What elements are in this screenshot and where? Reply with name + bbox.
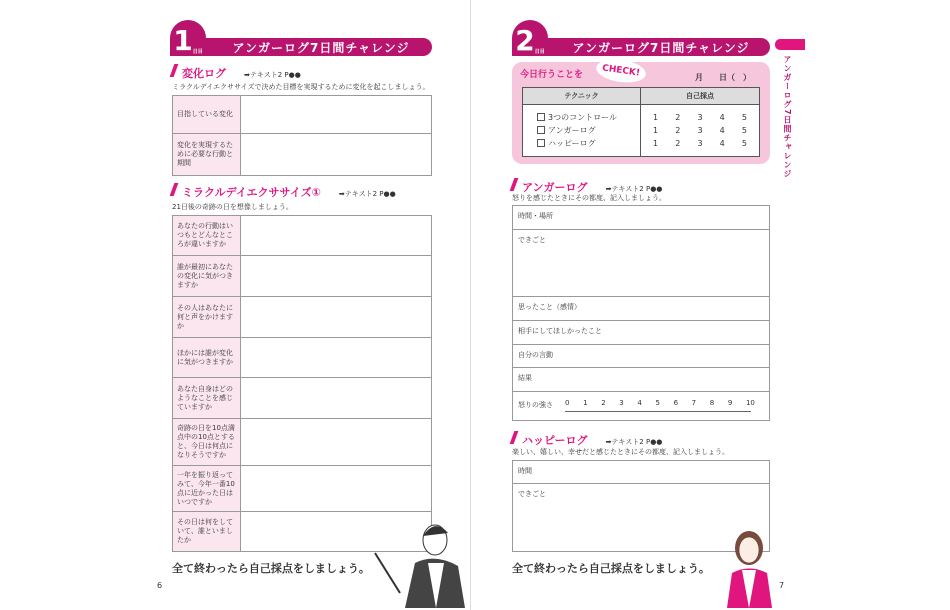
score-option[interactable]: 1 [653,139,659,148]
score-option[interactable]: 3 [697,126,703,135]
row-label: ほかには誰が変化に気がつきますか [173,338,241,378]
check-item[interactable] [537,137,640,150]
scale-tick-label[interactable]: 1 [583,399,588,407]
section-title: 変化ログ [182,67,226,80]
check-item[interactable] [537,124,640,137]
field-row[interactable]: 相手にしてほしかったこと [513,321,770,345]
day-unit: 日目 [192,49,203,55]
column-header: テクニック [523,88,641,105]
section-description: 楽しい、嬉しい、幸せだと感じたときにその都度、記入しましょう。 [512,448,729,456]
row-label: 奇跡の日を10点満点中の10点とすると、今日は何点になりそうですか [173,419,241,466]
page-header [170,38,432,56]
score-option[interactable]: 3 [697,139,703,148]
day-number: 2 [515,24,535,57]
section-title-happy-log [512,431,662,449]
scale-tick-label[interactable]: 0 [565,399,570,407]
change-log-table [172,95,432,176]
input-cell[interactable] [241,96,432,134]
scale-tick-label[interactable]: 9 [727,399,733,407]
scale-tick-label[interactable]: 7 [691,399,697,407]
score-option[interactable]: 2 [675,126,681,135]
page-gutter [470,0,471,610]
score-option[interactable]: 1 [653,126,659,135]
day-number: 1 [173,24,193,57]
header-title: アンガーログ7日間チャレンジ [572,40,750,55]
woman-illustration [722,528,777,608]
field-row[interactable]: 自分の言動 [513,345,770,368]
scale-tick-label[interactable]: 10 [745,399,755,407]
field-row[interactable]: 思ったこと（感情） [513,297,770,321]
field-row[interactable]: できごと [513,484,770,552]
check-table [522,87,760,157]
anger-log-table [512,205,770,421]
text-reference: ➡テキスト2 P●● [338,190,396,198]
score-option[interactable]: 5 [741,126,747,135]
pen-icon [510,178,519,191]
field-row[interactable]: 時間・場所 [513,206,770,230]
input-cell[interactable] [241,216,432,256]
score-row [653,124,747,137]
score-option[interactable]: 3 [697,113,703,122]
row-label: その人はあなたに何と声をかけますか [173,297,241,338]
scale-tick-label[interactable]: 8 [709,399,715,407]
row-label: 一年を振り返ってみて、今年一番10点に近かった日はいつですか [173,466,241,512]
score-option[interactable]: 5 [741,139,747,148]
section-title-miracle [172,183,396,201]
scale-tick-label[interactable]: 4 [637,399,642,407]
input-cell[interactable] [241,134,432,176]
scale-tick-label[interactable]: 5 [655,399,660,407]
input-cell[interactable] [241,256,432,297]
pen-icon [170,64,179,77]
page-header [512,38,770,56]
score-option[interactable]: 4 [719,113,725,122]
section-description: 怒りを感じたときにその都度、記入しましょう。 [512,194,666,202]
section-title: ミラクルデイエクササイズ① [182,186,321,199]
date-field[interactable]: 月 日（ ） [695,73,751,82]
section-description: 21日後の奇跡の日を想像しましょう。 [172,203,293,211]
footer-instruction: 全て終わったら自己採点をしましょう。 [512,562,710,575]
intensity-scale[interactable] [565,399,755,412]
input-cell[interactable] [241,297,432,338]
row-label: 誰が最初にあなたの変化に気がつきますか [173,256,241,297]
side-tab [775,39,805,50]
checkbox[interactable] [537,139,545,147]
input-cell[interactable] [241,378,432,419]
row-label: その日は何をしていて、誰といましたか [173,512,241,552]
section-title: アンガーログ [522,181,588,194]
miracle-table [172,215,432,552]
score-row [653,111,747,124]
score-grid [641,105,760,157]
text-reference: ➡テキスト2 P●● [244,71,301,79]
score-row [653,137,747,150]
text-reference: ➡テキスト2 P●● [605,438,663,446]
teacher-illustration [370,518,465,608]
page-number: 7 [779,581,785,590]
scale-tick-label[interactable]: 3 [619,399,624,407]
pen-icon [170,183,179,196]
intensity-label: 怒りの強さ [518,401,553,409]
row-label: 変化を実現するために必要な行動と期間 [173,134,241,176]
header-title: アンガーログ7日間チャレンジ [232,40,410,55]
day-unit: 日目 [534,49,545,55]
input-cell[interactable] [241,466,432,512]
input-cell[interactable] [241,338,432,378]
field-row[interactable]: 結果 [513,368,770,392]
score-option[interactable]: 5 [741,113,747,122]
text-reference: ➡テキスト2 P●● [605,185,663,193]
section-title-change-log [172,64,301,82]
column-header: 自己採点 [641,88,760,105]
score-option[interactable]: 2 [675,113,681,122]
check-item-label: 3つのコントロール [548,113,617,122]
score-option[interactable]: 4 [719,126,725,135]
check-title: 今日行うことを [520,70,584,80]
intensity-row [513,392,770,421]
day-number-badge [170,20,206,56]
check-item[interactable] [537,111,640,124]
checkbox[interactable] [537,113,545,121]
score-option[interactable]: 2 [675,139,681,148]
checkbox[interactable] [537,126,545,134]
check-bubble: CHECK! [595,57,648,86]
field-row[interactable]: できごと [513,230,770,297]
check-item-label: アンガーログ [548,126,596,135]
score-option[interactable]: 1 [653,113,659,122]
section-description: ミラクルデイエクササイズで決めた目標を実現するために変化を起こしましょう。 [172,83,430,91]
pen-icon [510,431,519,444]
section-title: ハッピーログ [522,434,588,447]
check-item-label: ハッピーログ [548,139,596,148]
page-number: 6 [157,581,163,590]
scale-tick-label[interactable]: 6 [673,399,679,407]
scale-tick-label[interactable]: 2 [601,399,606,407]
input-cell[interactable] [241,419,432,466]
row-label: あなた自身はどのようなことを感じていますか [173,378,241,419]
row-label: 目指している変化 [173,96,241,134]
side-tab-label: アンガーログ7日間チャレンジ [783,55,792,179]
score-option[interactable]: 4 [719,139,725,148]
field-row[interactable]: 時間 [513,461,770,484]
footer-instruction: 全て終わったら自己採点をしましょう。 [172,562,370,575]
row-label: あなたの行動はいつもとどんなところが違いますか [173,216,241,256]
day-number-badge [512,20,548,56]
